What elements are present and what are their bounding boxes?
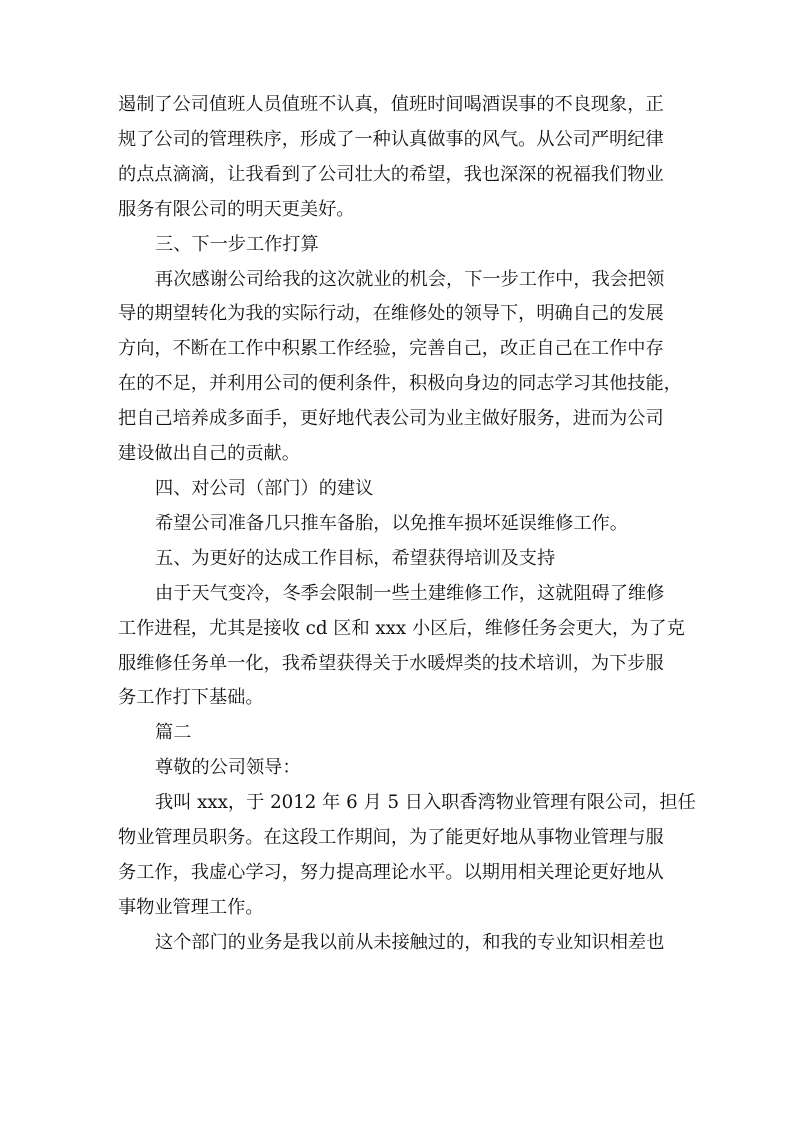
section-heading: 篇二	[155, 722, 192, 744]
paragraph-line: 物业管理员职务。在这段工作期间，为了能更好地从事物业管理与服	[118, 827, 664, 849]
section-heading: 三、下一步工作打算	[155, 233, 319, 255]
paragraph-line: 导的期望转化为我的实际行动，在维修处的领导下，明确自己的发展	[118, 303, 664, 325]
section-heading: 五、为更好的达成工作目标，希望获得培训及支持	[155, 547, 556, 569]
document-body	[118, 88, 696, 961]
section-heading: 四、对公司（部门）的建议	[155, 477, 374, 499]
paragraph-line: 的点点滴滴，让我看到了公司壮大的希望，我也深深的祝福我们物业	[118, 163, 664, 185]
paragraph-line: 建设做出自己的贡献。	[118, 443, 300, 465]
paragraph-line: 工作进程，尤其是接收 cd 区和 xxx 小区后，维修任务会更大，为了克	[118, 617, 685, 639]
paragraph-line: 希望公司准备几只推车备胎，以免推车损坏延误维修工作。	[155, 512, 628, 534]
paragraph-line: 再次感谢公司给我的这次就业的机会，下一步工作中，我会把领	[155, 268, 665, 290]
paragraph-line: 规了公司的管理秩序，形成了一种认真做事的风气。从公司严明纪律	[118, 128, 664, 150]
paragraph-line: 把自己培养成多面手，更好地代表公司为业主做好服务，进而为公司	[118, 408, 664, 430]
salutation: 尊敬的公司领导：	[155, 757, 301, 779]
paragraph-line: 事物业管理工作。	[118, 896, 264, 918]
paragraph-line: 遏制了公司值班人员值班不认真，值班时间喝酒误事的不良现象，正	[118, 94, 664, 115]
paragraph-line: 由于天气变冷，冬季会限制一些土建维修工作，这就阻碍了维修	[155, 582, 665, 604]
paragraph-line: 服务有限公司的明天更美好。	[118, 198, 355, 220]
paragraph-line: 方向，不断在工作中积累工作经验，完善自己，改正自己在工作中存	[118, 338, 664, 360]
paragraph-line: 服维修任务单一化，我希望获得关于水暖焊类的技术培训，为下步服	[118, 652, 664, 674]
paragraph-line: 我叫 xxx，于 2012 年 6 月 5 日入职香湾物业管理有限公司，担任	[155, 792, 696, 814]
paragraph-line: 务工作打下基础。	[118, 687, 264, 709]
paragraph-line: 在的不足，并利用公司的便利条件，积极向身边的同志学习其他技能，	[118, 373, 682, 395]
paragraph-line: 这个部门的业务是我以前从未接触过的，和我的专业知识相差也	[155, 931, 665, 953]
paragraph-line: 务工作，我虚心学习，努力提高理论水平。以期用相关理论更好地从	[118, 861, 664, 883]
